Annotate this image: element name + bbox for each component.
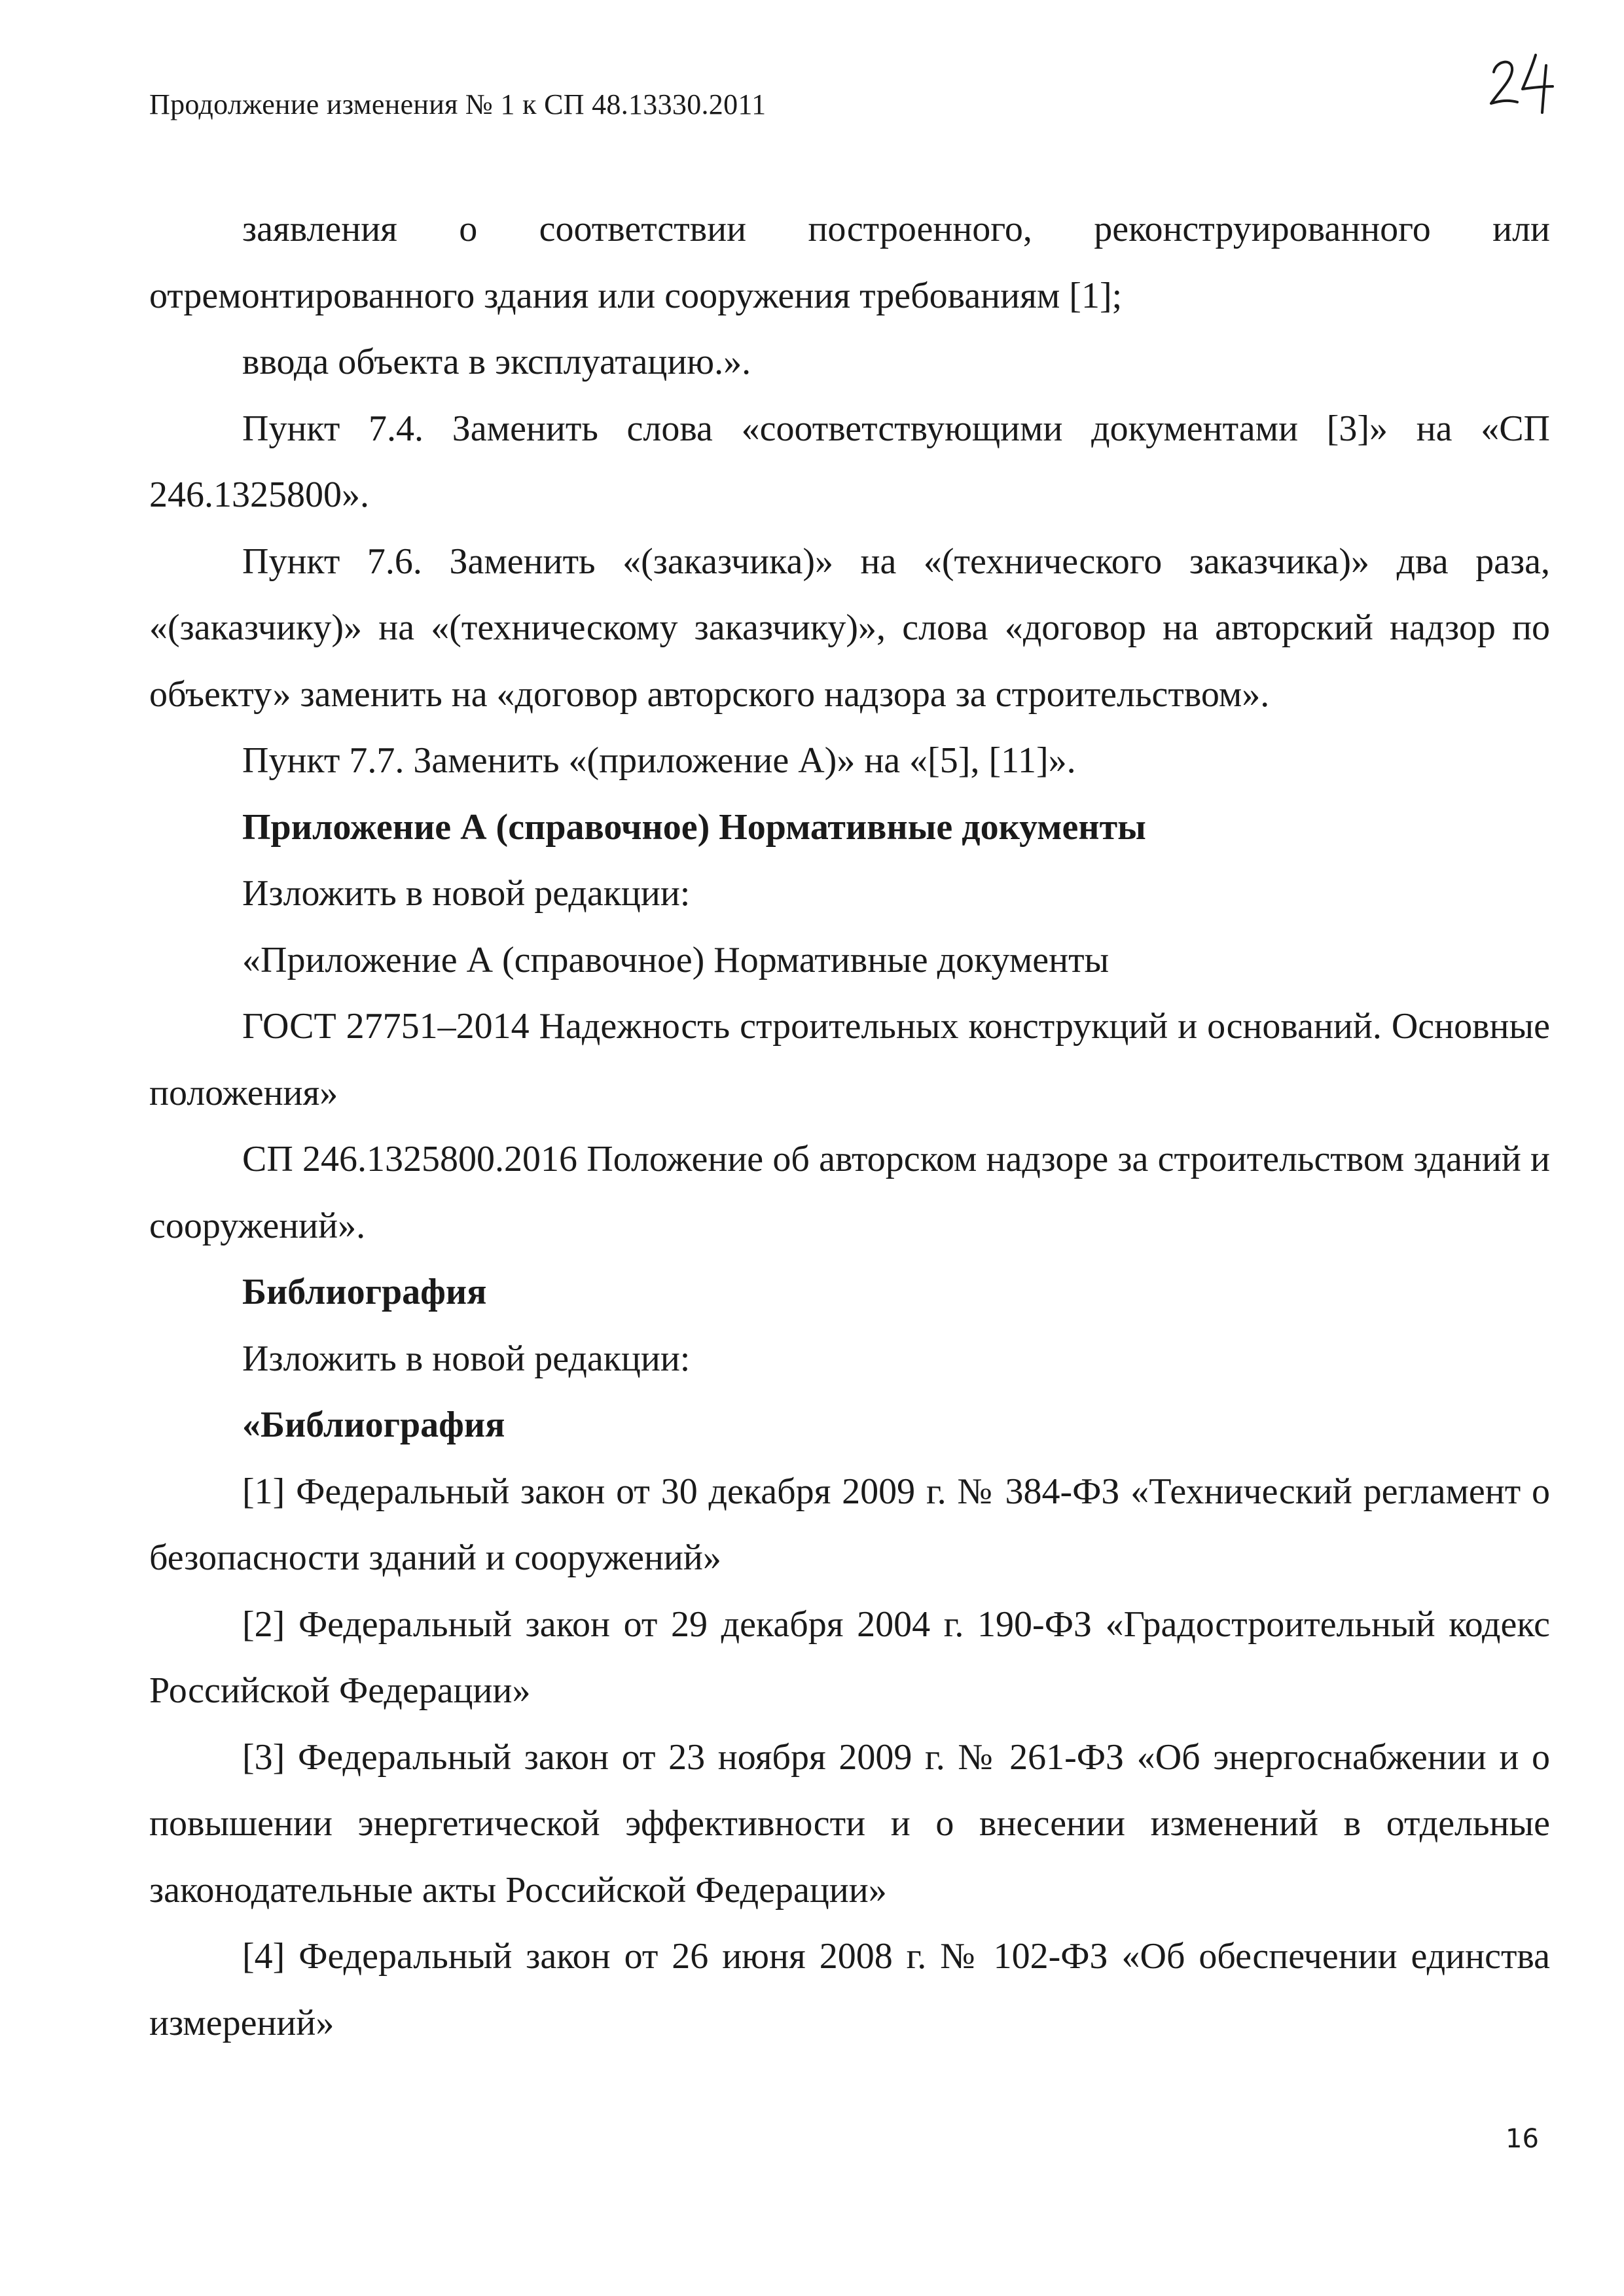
paragraph-appendix-a-quoted: «Приложение А (справочное) Нормативные документы <box>242 939 1110 980</box>
heading-bibliography-quoted: «Библиография <box>242 1405 505 1445</box>
document-body <box>149 196 1550 2056</box>
page-number: 16 <box>1506 2124 1539 2154</box>
heading-bibliography: Библиография <box>242 1272 487 1312</box>
paragraph-commissioning: ввода объекта в эксплуатацию.». <box>242 342 751 382</box>
bibliography-item-1: [1] Федеральный закон от 30 декабря 2009 г. № 384-ФЗ «Технический регламент о безопасности зданий и сооружений» <box>149 1471 1550 1578</box>
heading-appendix-a: Приложение А (справочное) Нормативные документы <box>242 806 1146 848</box>
paragraph-new-edition-2: Изложить в новой редакции: <box>242 1338 691 1379</box>
paragraph-clause-7-7: Пункт 7.7. Заменить «(приложение А)» на «[5], [11]». <box>242 740 1076 781</box>
bibliography-item-3: [3] Федеральный закон от 23 ноября 2009 г. № 261-ФЗ «Об энергоснабжении и о повышении энергетической эффективности и о внесении изменений в отдельные законодательные акты Российской Федерации» <box>149 1736 1550 1910</box>
bibliography-item-2: [2] Федеральный закон от 29 декабря 2004 г. 190-ФЗ «Градостроительный кодекс Российской Федерации» <box>149 1604 1550 1711</box>
bibliography-item-4: [4] Федеральный закон от 26 июня 2008 г. № 102-ФЗ «Об обеспечении единства измерений» <box>149 1936 1550 2043</box>
paragraph-gost-27751: ГОСТ 27751–2014 Надежность строительных конструкций и оснований. Основные положения» <box>149 1006 1550 1113</box>
paragraph-statement-conformity: заявления о соответствии построенного, реконструированного или отремонтированного здания или сооружения требованиям [1]; <box>149 209 1550 316</box>
paragraph-sp-246: СП 246.1325800.2016 Положение об авторском надзоре за строительством зданий и сооружений». <box>149 1139 1550 1246</box>
handwritten-folio-number <box>1485 51 1557 117</box>
handwritten-folio-drawing <box>1485 51 1557 117</box>
running-header: Продолжение изменения № 1 к СП 48.13330.2011 <box>149 88 767 120</box>
paragraph-new-edition-1: Изложить в новой редакции: <box>242 873 691 914</box>
paragraph-clause-7-6: Пункт 7.6. Заменить «(заказчика)» на «(технического заказчика)» два раза, «(заказчику)» на «(техническому заказчику)», слова «договор на авторский надзор по объекту» заменить на «договор авторского надзора за строительством». <box>149 541 1550 715</box>
paragraph-clause-7-4: Пункт 7.4. Заменить слова «соответствующими документами [3]» на «СП 246.1325800». <box>149 408 1550 515</box>
